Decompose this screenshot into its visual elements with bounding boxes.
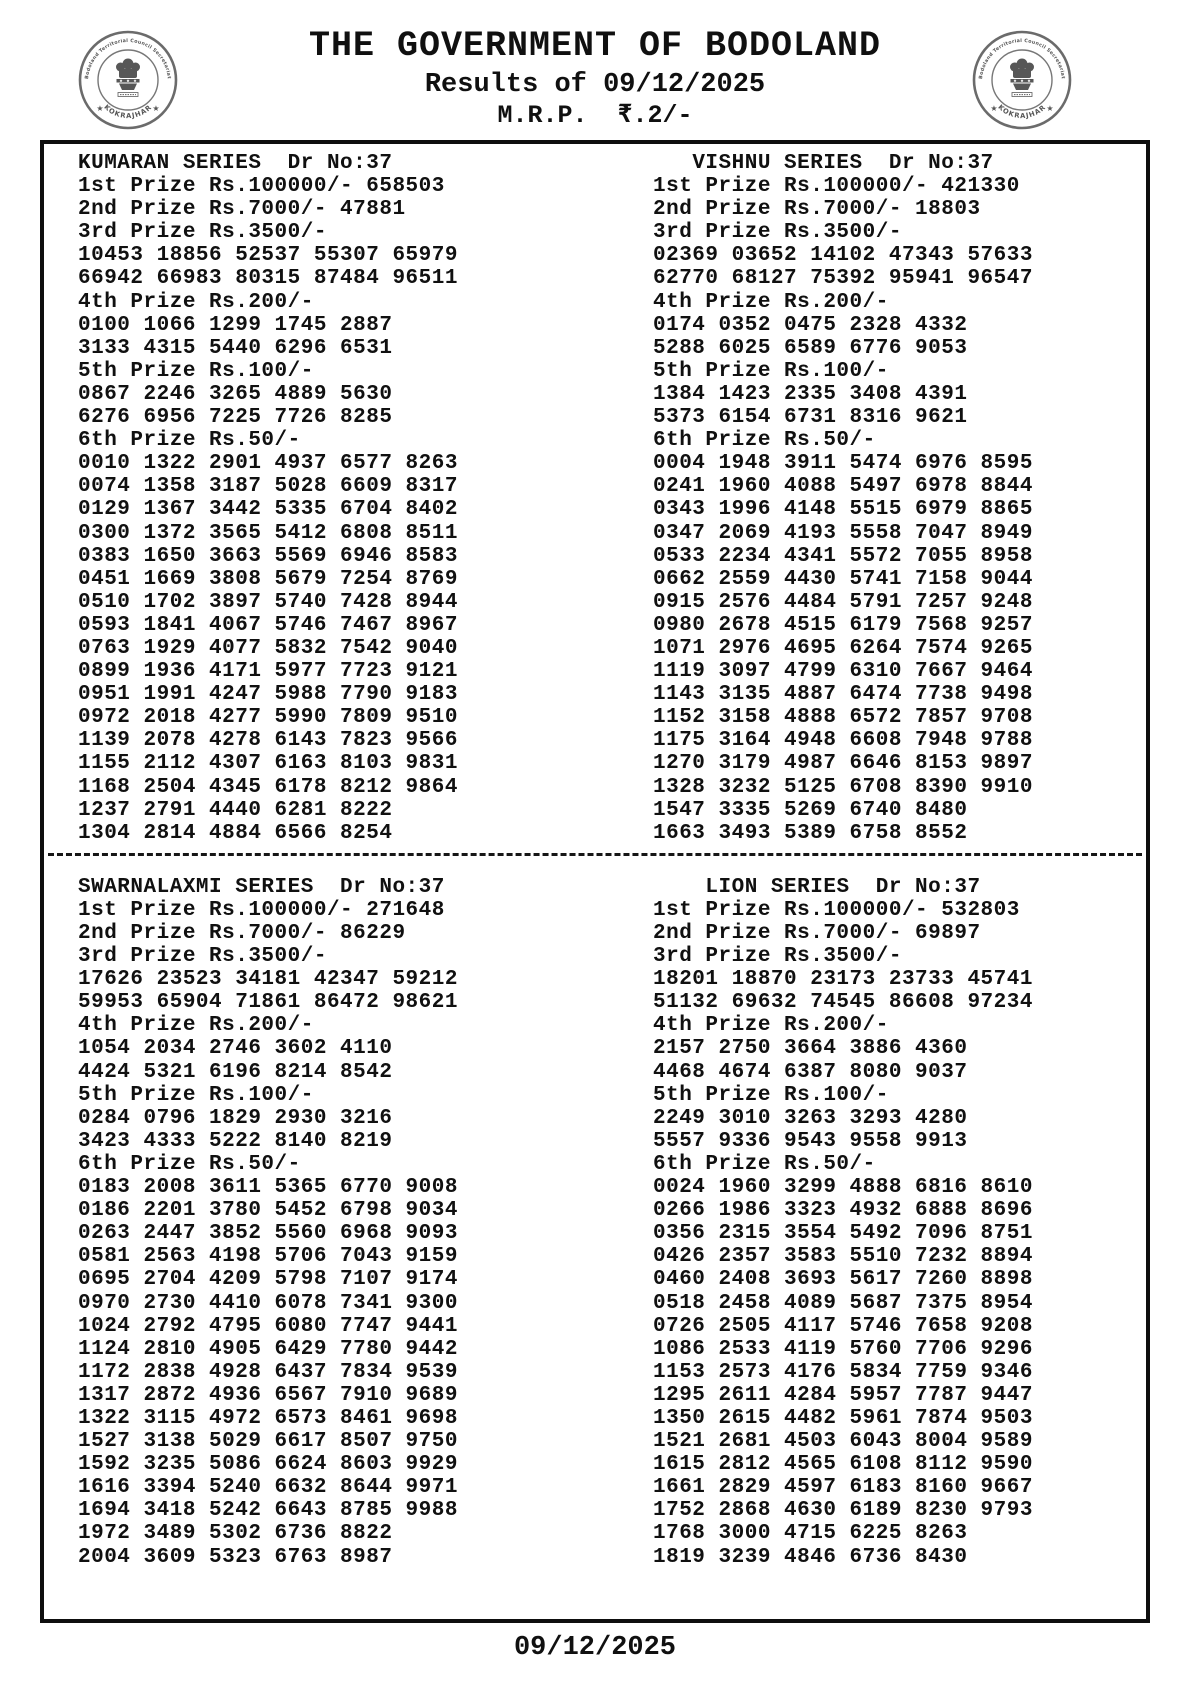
prize-label: 2nd Prize Rs.7000/- 47881 bbox=[78, 198, 406, 222]
winning-numbers-row: 1152 3158 4888 6572 7857 9708 bbox=[653, 706, 1033, 730]
winning-numbers-row: 0004 1948 3911 5474 6976 8595 bbox=[653, 452, 1033, 476]
prize-label: 3rd Prize Rs.3500/- bbox=[78, 221, 327, 245]
winning-numbers-row: 2004 3609 5323 6763 8987 bbox=[78, 1545, 393, 1569]
winning-numbers-row: 1124 2810 4905 6429 7780 9442 bbox=[78, 1337, 458, 1361]
winning-numbers-row: 1237 2791 4440 6281 8222 bbox=[78, 798, 393, 822]
winning-numbers-row: 1153 2573 4176 5834 7759 9346 bbox=[653, 1360, 1033, 1384]
winning-numbers-row: 0763 1929 4077 5832 7542 9040 bbox=[78, 636, 458, 660]
winning-numbers-row: 0980 2678 4515 6179 7568 9257 bbox=[653, 613, 1033, 637]
winning-numbers-row: 1172 2838 4928 6437 7834 9539 bbox=[78, 1360, 458, 1384]
prize-label: 5th Prize Rs.100/- bbox=[653, 359, 889, 383]
winning-numbers-row: 0241 1960 4088 5497 6978 8844 bbox=[653, 475, 1033, 499]
svg-text:KOKRAJHAR bbox=[996, 103, 1047, 120]
winning-numbers-row: 1139 2078 4278 6143 7823 9566 bbox=[78, 729, 458, 753]
winning-numbers-row: 0915 2576 4484 5791 7257 9248 bbox=[653, 590, 1033, 614]
winning-numbers-row: 1295 2611 4284 5957 7787 9447 bbox=[653, 1383, 1033, 1407]
winning-numbers-row: 0300 1372 3565 5412 6808 8511 bbox=[78, 521, 458, 545]
winning-numbers-row: 5288 6025 6589 6776 9053 bbox=[653, 336, 968, 360]
winning-numbers-row: 0263 2447 3852 5560 6968 9093 bbox=[78, 1222, 458, 1246]
seal-bottom-text: KOKRAJHAR bbox=[102, 103, 154, 121]
star-icon: ★ bbox=[990, 104, 998, 113]
prize-label: 3rd Prize Rs.3500/- bbox=[653, 945, 902, 969]
winning-numbers-row: 1328 3232 5125 6708 8390 9910 bbox=[653, 775, 1033, 799]
winning-numbers-row: 2157 2750 3664 3886 4360 bbox=[653, 1037, 968, 1061]
winning-numbers-row: 0518 2458 4089 5687 7375 8954 bbox=[653, 1291, 1033, 1315]
winning-numbers-row: 0726 2505 4117 5746 7658 9208 bbox=[653, 1314, 1033, 1338]
series-heading: VISHNU SERIES Dr No:37 bbox=[692, 152, 994, 175]
series-section-lion bbox=[595, 876, 1146, 1569]
winning-numbers-row: 1175 3164 4948 6608 7948 9788 bbox=[653, 729, 1033, 753]
winning-numbers-row: 5373 6154 6731 8316 9621 bbox=[653, 406, 968, 430]
winning-numbers-row: 6276 6956 7225 7726 8285 bbox=[78, 406, 393, 430]
winning-numbers-row: 18201 18870 23173 23733 45741 bbox=[653, 968, 1033, 992]
winning-numbers-row: 0695 2704 4209 5798 7107 9174 bbox=[78, 1268, 458, 1292]
winning-numbers-row: 0186 2201 3780 5452 6798 9034 bbox=[78, 1199, 458, 1223]
prize-label: 1st Prize Rs.100000/- 532803 bbox=[653, 898, 1020, 922]
winning-numbers-row: 1694 3418 5242 6643 8785 9988 bbox=[78, 1499, 458, 1523]
prize-label: 1st Prize Rs.100000/- 658503 bbox=[78, 175, 445, 199]
winning-numbers-row: 1322 3115 4972 6573 8461 9698 bbox=[78, 1406, 458, 1430]
winning-numbers-row: 0100 1066 1299 1745 2887 bbox=[78, 313, 393, 337]
winning-numbers-row: 0347 2069 4193 5558 7047 8949 bbox=[653, 521, 1033, 545]
winning-numbers-row: 0343 1996 4148 5515 6979 8865 bbox=[653, 498, 1033, 522]
winning-numbers-row: 4468 4674 6387 8080 9037 bbox=[653, 1060, 968, 1084]
winning-numbers-row: 0129 1367 3442 5335 6704 8402 bbox=[78, 498, 458, 522]
winning-numbers-row: 1155 2112 4307 6163 8103 9831 bbox=[78, 752, 458, 776]
bodoland-seal-right bbox=[972, 30, 1072, 130]
star-icon: ★ bbox=[1046, 104, 1054, 113]
prize-label: 6th Prize Rs.50/- bbox=[78, 429, 301, 453]
prize-label: 6th Prize Rs.50/- bbox=[653, 1152, 876, 1176]
prize-label: 5th Prize Rs.100/- bbox=[78, 1083, 314, 1107]
winning-numbers-row: 1350 2615 4482 5961 7874 9503 bbox=[653, 1406, 1033, 1430]
winning-numbers-row: 10453 18856 52537 55307 65979 bbox=[78, 244, 458, 268]
prize-label: 1st Prize Rs.100000/- 421330 bbox=[653, 175, 1020, 199]
winning-numbers-row: 0970 2730 4410 6078 7341 9300 bbox=[78, 1291, 458, 1315]
series-row-top bbox=[44, 144, 1146, 845]
winning-numbers-row: 0533 2234 4341 5572 7055 8958 bbox=[653, 544, 1033, 568]
series-heading: LION SERIES Dr No:37 bbox=[705, 875, 981, 899]
prize-label: 2nd Prize Rs.7000/- 69897 bbox=[653, 922, 981, 945]
winning-numbers-row: 62770 68127 75392 95941 96547 bbox=[653, 267, 1033, 291]
footer-date: 09/12/2025 bbox=[513, 1633, 677, 1663]
winning-numbers-row: 0867 2246 3265 4889 5630 bbox=[78, 382, 393, 406]
prize-label: 2nd Prize Rs.7000/- 18803 bbox=[653, 198, 981, 222]
winning-numbers-row: 0356 2315 3554 5492 7096 8751 bbox=[653, 1222, 1033, 1246]
winning-numbers-row: 0426 2357 3583 5510 7232 8894 bbox=[653, 1245, 1033, 1269]
prize-label: 2nd Prize Rs.7000/- 86229 bbox=[78, 922, 406, 945]
winning-numbers-row: 02369 03652 14102 47343 57633 bbox=[653, 244, 1033, 268]
winning-numbers-row: 0284 0796 1829 2930 3216 bbox=[78, 1106, 393, 1130]
series-heading: SWARNALAXMI SERIES Dr No:37 bbox=[78, 875, 445, 899]
winning-numbers-row: 0174 0352 0475 2328 4332 bbox=[653, 313, 968, 337]
winning-numbers-row: 1661 2829 4597 6183 8160 9667 bbox=[653, 1476, 1033, 1500]
winning-numbers-row: 1304 2814 4884 6566 8254 bbox=[78, 821, 393, 845]
prize-label: 4th Prize Rs.200/- bbox=[653, 290, 889, 314]
mrp-line: M.R.P. ₹.2/- bbox=[497, 101, 693, 130]
winning-numbers-row: 3423 4333 5222 8140 8219 bbox=[78, 1129, 393, 1153]
winning-numbers-row: 1054 2034 2746 3602 4110 bbox=[78, 1037, 393, 1061]
winning-numbers-row: 1615 2812 4565 6108 8112 9590 bbox=[653, 1453, 1033, 1477]
winning-numbers-row: 4424 5321 6196 8214 8542 bbox=[78, 1060, 393, 1084]
winning-numbers-row: 2249 3010 3263 3293 4280 bbox=[653, 1106, 968, 1130]
winning-numbers-row: 1527 3138 5029 6617 8507 9750 bbox=[78, 1430, 458, 1454]
results-board bbox=[40, 140, 1150, 1623]
winning-numbers-row: 0899 1936 4171 5977 7723 9121 bbox=[78, 660, 458, 684]
prize-label: 4th Prize Rs.200/- bbox=[78, 1014, 314, 1038]
winning-numbers-row: 0460 2408 3693 5617 7260 8898 bbox=[653, 1268, 1033, 1292]
series-section-vishnu bbox=[595, 152, 1146, 845]
winning-numbers-row: 0383 1650 3663 5569 6946 8583 bbox=[78, 544, 458, 568]
winning-numbers-row: 0183 2008 3611 5365 6770 9008 bbox=[78, 1176, 458, 1200]
winning-numbers-row: 1752 2868 4630 6189 8230 9793 bbox=[653, 1499, 1033, 1523]
winning-numbers-row: 59953 65904 71861 86472 98621 bbox=[78, 991, 458, 1015]
prize-label: 5th Prize Rs.100/- bbox=[78, 359, 314, 383]
winning-numbers-row: 1592 3235 5086 6624 8603 9929 bbox=[78, 1453, 458, 1477]
prize-label: 4th Prize Rs.200/- bbox=[653, 1014, 889, 1038]
series-separator bbox=[48, 853, 1142, 856]
winning-numbers-row: 1168 2504 4345 6178 8212 9864 bbox=[78, 775, 458, 799]
prize-label: 6th Prize Rs.50/- bbox=[653, 429, 876, 453]
seal-bottom-text: KOKRAJHAR bbox=[996, 103, 1048, 121]
winning-numbers-row: 0510 1702 3897 5740 7428 8944 bbox=[78, 590, 458, 614]
prize-label: 1st Prize Rs.100000/- 271648 bbox=[78, 898, 445, 922]
star-icon: ★ bbox=[152, 104, 160, 113]
prize-label: 4th Prize Rs.200/- bbox=[78, 290, 314, 314]
winning-numbers-row: 1317 2872 4936 6567 7910 9689 bbox=[78, 1383, 458, 1407]
series-row-bottom bbox=[44, 868, 1146, 1569]
page-title: THE GOVERNMENT OF BODOLAND bbox=[308, 26, 882, 66]
results-date-line: Results of 09/12/2025 bbox=[424, 70, 766, 100]
winning-numbers-row: 1143 3135 4887 6474 7738 9498 bbox=[653, 683, 1033, 707]
winning-numbers-row: 1071 2976 4695 6264 7574 9265 bbox=[653, 636, 1033, 660]
prize-label: 3rd Prize Rs.3500/- bbox=[653, 221, 902, 245]
prize-label: 3rd Prize Rs.3500/- bbox=[78, 945, 327, 969]
winning-numbers-row: 1972 3489 5302 6736 8822 bbox=[78, 1522, 393, 1546]
winning-numbers-row: 0024 1960 3299 4888 6816 8610 bbox=[653, 1176, 1033, 1200]
prize-label: 5th Prize Rs.100/- bbox=[653, 1083, 889, 1107]
winning-numbers-row: 17626 23523 34181 42347 59212 bbox=[78, 968, 458, 992]
ashoka-lion-emblem-icon bbox=[1010, 59, 1034, 97]
winning-numbers-row: 0010 1322 2901 4937 6577 8263 bbox=[78, 452, 458, 476]
winning-numbers-row: 0074 1358 3187 5028 6609 8317 bbox=[78, 475, 458, 499]
winning-numbers-row: 0662 2559 4430 5741 7158 9044 bbox=[653, 567, 1033, 591]
prize-label: 6th Prize Rs.50/- bbox=[78, 1152, 301, 1176]
winning-numbers-row: 3133 4315 5440 6296 6531 bbox=[78, 336, 393, 360]
winning-numbers-row: 1547 3335 5269 6740 8480 bbox=[653, 798, 968, 822]
winning-numbers-row: 1616 3394 5240 6632 8644 9971 bbox=[78, 1476, 458, 1500]
winning-numbers-row: 0266 1986 3323 4932 6888 8696 bbox=[653, 1199, 1033, 1223]
winning-numbers-row: 1663 3493 5389 6758 8552 bbox=[653, 821, 968, 845]
winning-numbers-row: 1384 1423 2335 3408 4391 bbox=[653, 382, 968, 406]
winning-numbers-row: 5557 9336 9543 9558 9913 bbox=[653, 1129, 968, 1153]
winning-numbers-row: 1521 2681 4503 6043 8004 9589 bbox=[653, 1430, 1033, 1454]
star-icon: ★ bbox=[96, 104, 104, 113]
winning-numbers-row: 1819 3239 4846 6736 8430 bbox=[653, 1545, 968, 1569]
winning-numbers-row: 0951 1991 4247 5988 7790 9183 bbox=[78, 683, 458, 707]
series-section-kumaran bbox=[44, 152, 595, 845]
winning-numbers-row: 1270 3179 4987 6646 8153 9897 bbox=[653, 752, 1033, 776]
winning-numbers-row: 0972 2018 4277 5990 7809 9510 bbox=[78, 706, 458, 730]
winning-numbers-row: 0581 2563 4198 5706 7043 9159 bbox=[78, 1245, 458, 1269]
winning-numbers-row: 1086 2533 4119 5760 7706 9296 bbox=[653, 1337, 1033, 1361]
winning-numbers-row: 0451 1669 3808 5679 7254 8769 bbox=[78, 567, 458, 591]
winning-numbers-row: 66942 66983 80315 87484 96511 bbox=[78, 267, 458, 291]
series-section-swarnalaxmi bbox=[44, 876, 595, 1569]
winning-numbers-row: 51132 69632 74545 86608 97234 bbox=[653, 991, 1033, 1015]
winning-numbers-row: 0593 1841 4067 5746 7467 8967 bbox=[78, 613, 458, 637]
winning-numbers-row: 1119 3097 4799 6310 7667 9464 bbox=[653, 660, 1033, 684]
seal-ring-text: Bodoland Territorial Council Secretariat bbox=[979, 38, 1065, 80]
seal-ring-text: Bodoland Territorial Council Secretariat bbox=[85, 38, 171, 80]
winning-numbers-row: 1768 3000 4715 6225 8263 bbox=[653, 1522, 968, 1546]
series-heading: KUMARAN SERIES Dr No:37 bbox=[78, 152, 393, 175]
winning-numbers-row: 1024 2792 4795 6080 7747 9441 bbox=[78, 1314, 458, 1338]
